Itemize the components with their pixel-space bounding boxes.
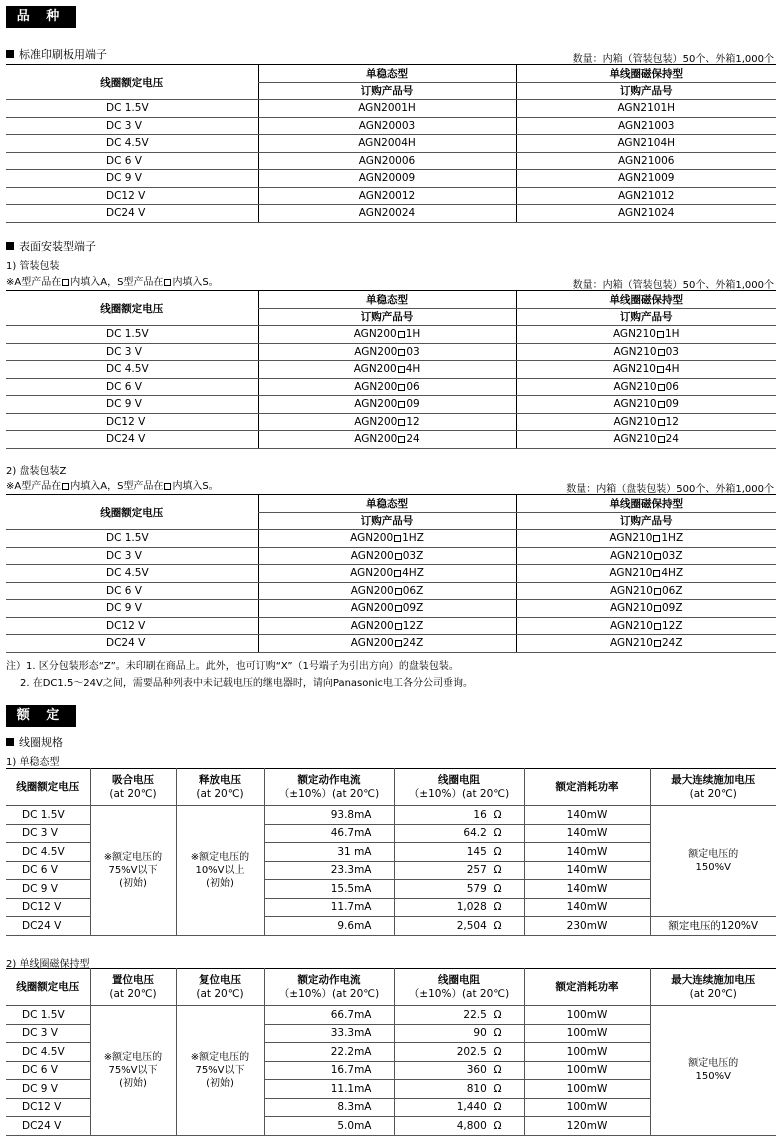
blank-box-icon xyxy=(398,419,405,426)
latch-part-cell: AGN210 4HZ xyxy=(516,565,776,583)
smd-tube-table xyxy=(6,290,776,449)
blank-box-icon xyxy=(654,588,661,595)
single-title: 1) 单稳态型 xyxy=(6,757,60,768)
table-row xyxy=(6,431,776,449)
power-cell: 140mW xyxy=(524,843,650,862)
col-voltage-header: 线圈额定电压 xyxy=(6,65,258,100)
resistance-cell: 257 Ω xyxy=(394,861,524,880)
current-cell: 23.3mA xyxy=(264,861,394,880)
smd-heading xyxy=(6,238,96,254)
current-cell: 33.3mA xyxy=(264,1024,394,1043)
max-voltage-cell: 额定电压的120%V xyxy=(650,917,776,936)
current-cell: 9.6mA xyxy=(264,917,394,936)
h-current: 额定动作电流 （±10%）(at 20℃) xyxy=(264,769,394,806)
table-row xyxy=(6,378,776,396)
single-part-cell: AGN200 24Z xyxy=(258,635,516,653)
single-part-cell: AGN20024 xyxy=(258,205,516,223)
ohm-unit: Ω xyxy=(493,1101,502,1114)
latch-part-cell: AGN2101H xyxy=(516,100,776,118)
blank-box-icon xyxy=(394,570,401,577)
table-row xyxy=(6,187,776,205)
blank-box-icon xyxy=(398,366,405,373)
single-part-cell: AGN200 09 xyxy=(258,396,516,414)
voltage-cell: DC 1.5V xyxy=(6,100,258,118)
current-cell: 93.8mA xyxy=(264,806,394,825)
table-row xyxy=(6,205,776,223)
square-bullet-icon xyxy=(6,242,14,250)
current-cell: 66.7mA xyxy=(264,1006,394,1025)
current-cell: 31 mA xyxy=(264,843,394,862)
blank-box-icon xyxy=(658,419,665,426)
table-row xyxy=(6,396,776,414)
blank-box-icon xyxy=(395,553,402,560)
single-part-cell: AGN20006 xyxy=(258,152,516,170)
latch-part-cell: AGN210 1H xyxy=(516,326,776,344)
tube-qty: 数量：内箱（管装包装）50个、外箱1,000个 xyxy=(572,280,774,291)
h-power: 额定消耗功率 xyxy=(524,969,650,1006)
reel-fill-note: ※A型产品在 内填入A，S型产品在 内填入S。 xyxy=(6,481,219,492)
table-row xyxy=(6,617,776,635)
tube-title: 1) 管装包装 xyxy=(6,261,60,272)
voltage-cell: DC24 V xyxy=(6,917,90,936)
power-cell: 140mW xyxy=(524,861,650,880)
tube-fill-note: ※A型产品在 内填入A，S型产品在 内填入S。 xyxy=(6,277,219,288)
latch-part-cell: AGN2104H xyxy=(516,135,776,153)
voltage-cell: DC 9 V xyxy=(6,170,258,188)
blank-box-icon xyxy=(62,483,69,490)
h-max: 最大连续施加电压 (at 20℃) xyxy=(650,969,776,1006)
voltage-cell: DC 3 V xyxy=(6,824,90,843)
pcb-heading-label: 标准印刷板用端子 xyxy=(19,48,107,61)
col-order-header: 订购产品号 xyxy=(516,512,776,530)
latch-part-cell: AGN210 12 xyxy=(516,413,776,431)
table-row xyxy=(6,326,776,344)
current-cell: 16.7mA xyxy=(264,1061,394,1080)
single-part-cell: AGN2004H xyxy=(258,135,516,153)
single-part-cell: AGN200 03Z xyxy=(258,547,516,565)
resistance-cell: 145 Ω xyxy=(394,843,524,862)
power-cell: 140mW xyxy=(524,898,650,917)
h-current: 额定动作电流 （±10%）(at 20℃) xyxy=(264,969,394,1006)
col-latch-header: 单线圈磁保持型 xyxy=(516,291,776,309)
table-row xyxy=(6,117,776,135)
single-part-cell: AGN200 24 xyxy=(258,431,516,449)
single-part-cell: AGN200 1H xyxy=(258,326,516,344)
voltage-cell: DC 1.5V xyxy=(6,806,90,825)
voltage-cell: DC12 V xyxy=(6,898,90,917)
voltage-cell: DC24 V xyxy=(6,431,258,449)
blank-box-icon xyxy=(398,349,405,356)
blank-box-icon xyxy=(62,279,69,286)
col-order-header: 订购产品号 xyxy=(258,82,516,100)
latch-part-cell: AGN210 24 xyxy=(516,431,776,449)
col-latch-header: 单线圈磁保持型 xyxy=(516,65,776,83)
h-power: 额定消耗功率 xyxy=(524,769,650,806)
coil-heading-label: 线圈规格 xyxy=(19,736,63,749)
voltage-cell: DC 6 V xyxy=(6,1061,90,1080)
h-set: 置位电压 (at 20℃) xyxy=(90,969,176,1006)
h-resistance: 线圈电阻 （±10%）(at 20℃) xyxy=(394,769,524,806)
resistance-cell: 64.2 Ω xyxy=(394,824,524,843)
blank-box-icon xyxy=(658,349,665,356)
voltage-cell: DC 4.5V xyxy=(6,361,258,379)
ohm-unit: Ω xyxy=(493,845,502,858)
voltage-cell: DC 6 V xyxy=(6,152,258,170)
power-cell: 100mW xyxy=(524,1080,650,1099)
single-part-cell: AGN200 03 xyxy=(258,343,516,361)
voltage-cell: DC12 V xyxy=(6,413,258,431)
resistance-cell: 360 Ω xyxy=(394,1061,524,1080)
blank-box-icon xyxy=(398,331,405,338)
latch-part-cell: AGN210 06 xyxy=(516,378,776,396)
table-row xyxy=(6,635,776,653)
resistance-cell: 2,504 Ω xyxy=(394,917,524,936)
power-cell: 230mW xyxy=(524,917,650,936)
pcb-table xyxy=(6,64,776,223)
operate-voltage-note: ※额定电压的 75%V以下 (初始) xyxy=(90,806,176,936)
single-part-cell: AGN20009 xyxy=(258,170,516,188)
blank-box-icon xyxy=(654,640,661,647)
latch-part-cell: AGN210 09Z xyxy=(516,600,776,618)
latch-part-cell: AGN210 03 xyxy=(516,343,776,361)
col-single-header: 单稳态型 xyxy=(258,65,516,83)
power-cell: 140mW xyxy=(524,824,650,843)
voltage-cell: DC24 V xyxy=(6,205,258,223)
table-row xyxy=(6,530,776,548)
single-part-cell: AGN200 09Z xyxy=(258,600,516,618)
current-cell: 15.5mA xyxy=(264,880,394,899)
resistance-cell: 4,800 Ω xyxy=(394,1117,524,1136)
voltage-cell: DC12 V xyxy=(6,617,258,635)
resistance-cell: 22.5 Ω xyxy=(394,1006,524,1025)
table-row xyxy=(6,600,776,618)
voltage-cell: DC 1.5V xyxy=(6,530,258,548)
single-part-cell: AGN200 12Z xyxy=(258,617,516,635)
release-voltage-note: ※额定电压的 75%V以下 (初始) xyxy=(176,1006,264,1136)
h-pick: 吸合电压 (at 20℃) xyxy=(90,769,176,806)
latch-part-cell: AGN21009 xyxy=(516,170,776,188)
voltage-cell: DC24 V xyxy=(6,635,258,653)
latch-part-cell: AGN210 24Z xyxy=(516,635,776,653)
resistance-cell: 90 Ω xyxy=(394,1024,524,1043)
reel-qty: 数量：内箱（盘装包装）500个、外箱1,000个 xyxy=(566,484,774,495)
latch-part-cell: AGN21024 xyxy=(516,205,776,223)
power-cell: 100mW xyxy=(524,1006,650,1025)
single-part-cell: AGN2001H xyxy=(258,100,516,118)
single-part-cell: AGN200 06 xyxy=(258,378,516,396)
blank-box-icon xyxy=(657,331,664,338)
single-part-cell: AGN200 12 xyxy=(258,413,516,431)
col-order-header: 订购产品号 xyxy=(516,82,776,100)
voltage-cell: DC 4.5V xyxy=(6,1043,90,1062)
voltage-cell: DC 4.5V xyxy=(6,843,90,862)
power-cell: 100mW xyxy=(524,1043,650,1062)
smd-heading-label: 表面安装型端子 xyxy=(19,240,96,253)
resistance-cell: 1,028 Ω xyxy=(394,898,524,917)
square-bullet-icon xyxy=(6,50,14,58)
latch-title: 2) 单线圈磁保持型 xyxy=(6,959,90,970)
latch-part-cell: AGN210 12Z xyxy=(516,617,776,635)
h-reset: 复位电压 (at 20℃) xyxy=(176,969,264,1006)
release-voltage-note: ※额定电压的 10%V以上 (初始) xyxy=(176,806,264,936)
table-row xyxy=(6,152,776,170)
power-cell: 140mW xyxy=(524,880,650,899)
single-part-cell: AGN200 06Z xyxy=(258,582,516,600)
table-row xyxy=(6,170,776,188)
voltage-cell: DC 9 V xyxy=(6,600,258,618)
ohm-unit: Ω xyxy=(493,808,502,821)
blank-box-icon xyxy=(654,605,661,612)
blank-box-icon xyxy=(658,384,665,391)
col-voltage-header: 线圈额定电压 xyxy=(6,291,258,326)
coil-latch-table xyxy=(6,968,776,1136)
blank-box-icon xyxy=(395,588,402,595)
blank-box-icon xyxy=(164,483,171,490)
h-max: 最大连续施加电压 (at 20℃) xyxy=(650,769,776,806)
h-resistance: 线圈电阻 （±10%）(at 20℃) xyxy=(394,969,524,1006)
ohm-unit: Ω xyxy=(493,1045,502,1058)
current-cell: 46.7mA xyxy=(264,824,394,843)
power-cell: 120mW xyxy=(524,1117,650,1136)
latch-part-cell: AGN21012 xyxy=(516,187,776,205)
blank-box-icon xyxy=(654,623,661,630)
power-cell: 100mW xyxy=(524,1098,650,1117)
col-order-header: 订购产品号 xyxy=(258,308,516,326)
reel-title: 2) 盘装包装Z xyxy=(6,466,67,477)
max-voltage-note: 额定电压的 150%V xyxy=(650,1006,776,1136)
table-row xyxy=(6,135,776,153)
ohm-unit: Ω xyxy=(493,1119,502,1132)
table-row xyxy=(6,1006,776,1025)
voltage-cell: DC 3 V xyxy=(6,547,258,565)
col-order-header: 订购产品号 xyxy=(258,512,516,530)
current-cell: 11.7mA xyxy=(264,898,394,917)
h-voltage: 线圈额定电压 xyxy=(6,969,90,1006)
ohm-unit: Ω xyxy=(493,882,502,895)
voltage-cell: DC 4.5V xyxy=(6,565,258,583)
ohm-unit: Ω xyxy=(493,864,502,877)
resistance-cell: 1,440 Ω xyxy=(394,1098,524,1117)
resistance-cell: 579 Ω xyxy=(394,880,524,899)
voltage-cell: DC 6 V xyxy=(6,582,258,600)
voltage-cell: DC 9 V xyxy=(6,396,258,414)
blank-box-icon xyxy=(164,279,171,286)
resistance-cell: 16 Ω xyxy=(394,806,524,825)
blank-box-icon xyxy=(653,570,660,577)
resistance-cell: 810 Ω xyxy=(394,1080,524,1099)
voltage-cell: DC24 V xyxy=(6,1117,90,1136)
latch-part-cell: AGN21006 xyxy=(516,152,776,170)
h-drop: 释放电压 (at 20℃) xyxy=(176,769,264,806)
voltage-cell: DC 1.5V xyxy=(6,326,258,344)
current-cell: 22.2mA xyxy=(264,1043,394,1062)
power-cell: 140mW xyxy=(524,806,650,825)
section-title-rating: 额 定 xyxy=(6,705,76,727)
current-cell: 5.0mA xyxy=(264,1117,394,1136)
coil-heading xyxy=(6,734,63,750)
smd-reel-table xyxy=(6,494,776,653)
blank-box-icon xyxy=(395,605,402,612)
latch-part-cell: AGN21003 xyxy=(516,117,776,135)
voltage-cell: DC12 V xyxy=(6,187,258,205)
power-cell: 100mW xyxy=(524,1061,650,1080)
section-title-varieties: 品 种 xyxy=(6,6,76,28)
square-bullet-icon xyxy=(6,738,14,746)
h-voltage: 线圈额定电压 xyxy=(6,769,90,806)
blank-box-icon xyxy=(654,553,661,560)
blank-box-icon xyxy=(658,436,665,443)
current-cell: 8.3mA xyxy=(264,1098,394,1117)
blank-box-icon xyxy=(398,401,405,408)
voltage-cell: DC12 V xyxy=(6,1098,90,1117)
blank-box-icon xyxy=(657,366,664,373)
col-voltage-header: 线圈额定电压 xyxy=(6,495,258,530)
table-row xyxy=(6,547,776,565)
pcb-qty: 数量：内箱（管装包装）50个、外箱1,000个 xyxy=(572,54,774,65)
latch-part-cell: AGN210 4H xyxy=(516,361,776,379)
ohm-unit: Ω xyxy=(493,1027,502,1040)
blank-box-icon xyxy=(398,436,405,443)
single-part-cell: AGN20012 xyxy=(258,187,516,205)
latch-part-cell: AGN210 1HZ xyxy=(516,530,776,548)
operate-voltage-note: ※额定电压的 75%V以下 (初始) xyxy=(90,1006,176,1136)
ohm-unit: Ω xyxy=(493,919,502,932)
blank-box-icon xyxy=(398,384,405,391)
voltage-cell: DC 3 V xyxy=(6,1024,90,1043)
single-part-cell: AGN20003 xyxy=(258,117,516,135)
single-part-cell: AGN200 1HZ xyxy=(258,530,516,548)
single-part-cell: AGN200 4HZ xyxy=(258,565,516,583)
table-row xyxy=(6,413,776,431)
blank-box-icon xyxy=(653,535,660,542)
latch-part-cell: AGN210 06Z xyxy=(516,582,776,600)
table-row xyxy=(6,806,776,825)
voltage-cell: DC 4.5V xyxy=(6,135,258,153)
latch-part-cell: AGN210 03Z xyxy=(516,547,776,565)
ohm-unit: Ω xyxy=(493,1064,502,1077)
footnote-2: 2. 在DC1.5～24V之间，需要品种列表中未记载电压的继电器时，请向Panasonic电工各分公司垂询。 xyxy=(20,678,473,689)
table-row xyxy=(6,582,776,600)
table-row xyxy=(6,361,776,379)
latch-part-cell: AGN210 09 xyxy=(516,396,776,414)
pcb-heading xyxy=(6,46,107,62)
col-order-header: 订购产品号 xyxy=(516,308,776,326)
coil-single-table xyxy=(6,768,776,936)
voltage-cell: DC 1.5V xyxy=(6,1006,90,1025)
single-part-cell: AGN200 4H xyxy=(258,361,516,379)
ohm-unit: Ω xyxy=(493,1082,502,1095)
blank-box-icon xyxy=(658,401,665,408)
col-single-header: 单稳态型 xyxy=(258,291,516,309)
col-single-header: 单稳态型 xyxy=(258,495,516,513)
ohm-unit: Ω xyxy=(493,901,502,914)
table-row xyxy=(6,565,776,583)
max-voltage-note: 额定电压的 150%V xyxy=(650,806,776,917)
ohm-unit: Ω xyxy=(493,827,502,840)
col-latch-header: 单线圈磁保持型 xyxy=(516,495,776,513)
table-row xyxy=(6,343,776,361)
blank-box-icon xyxy=(395,623,402,630)
blank-box-icon xyxy=(394,535,401,542)
table-row xyxy=(6,100,776,118)
voltage-cell: DC 6 V xyxy=(6,378,258,396)
voltage-cell: DC 9 V xyxy=(6,880,90,899)
voltage-cell: DC 9 V xyxy=(6,1080,90,1099)
voltage-cell: DC 3 V xyxy=(6,343,258,361)
footnote-1: 注）1. 区分包装形态“Z”。未印刷在商品上。此外，也可订购“X”（1号端子为引出方向）的盘装包装。 xyxy=(6,661,459,672)
power-cell: 100mW xyxy=(524,1024,650,1043)
voltage-cell: DC 3 V xyxy=(6,117,258,135)
ohm-unit: Ω xyxy=(493,1008,502,1021)
resistance-cell: 202.5 Ω xyxy=(394,1043,524,1062)
blank-box-icon xyxy=(395,640,402,647)
current-cell: 11.1mA xyxy=(264,1080,394,1099)
voltage-cell: DC 6 V xyxy=(6,861,90,880)
